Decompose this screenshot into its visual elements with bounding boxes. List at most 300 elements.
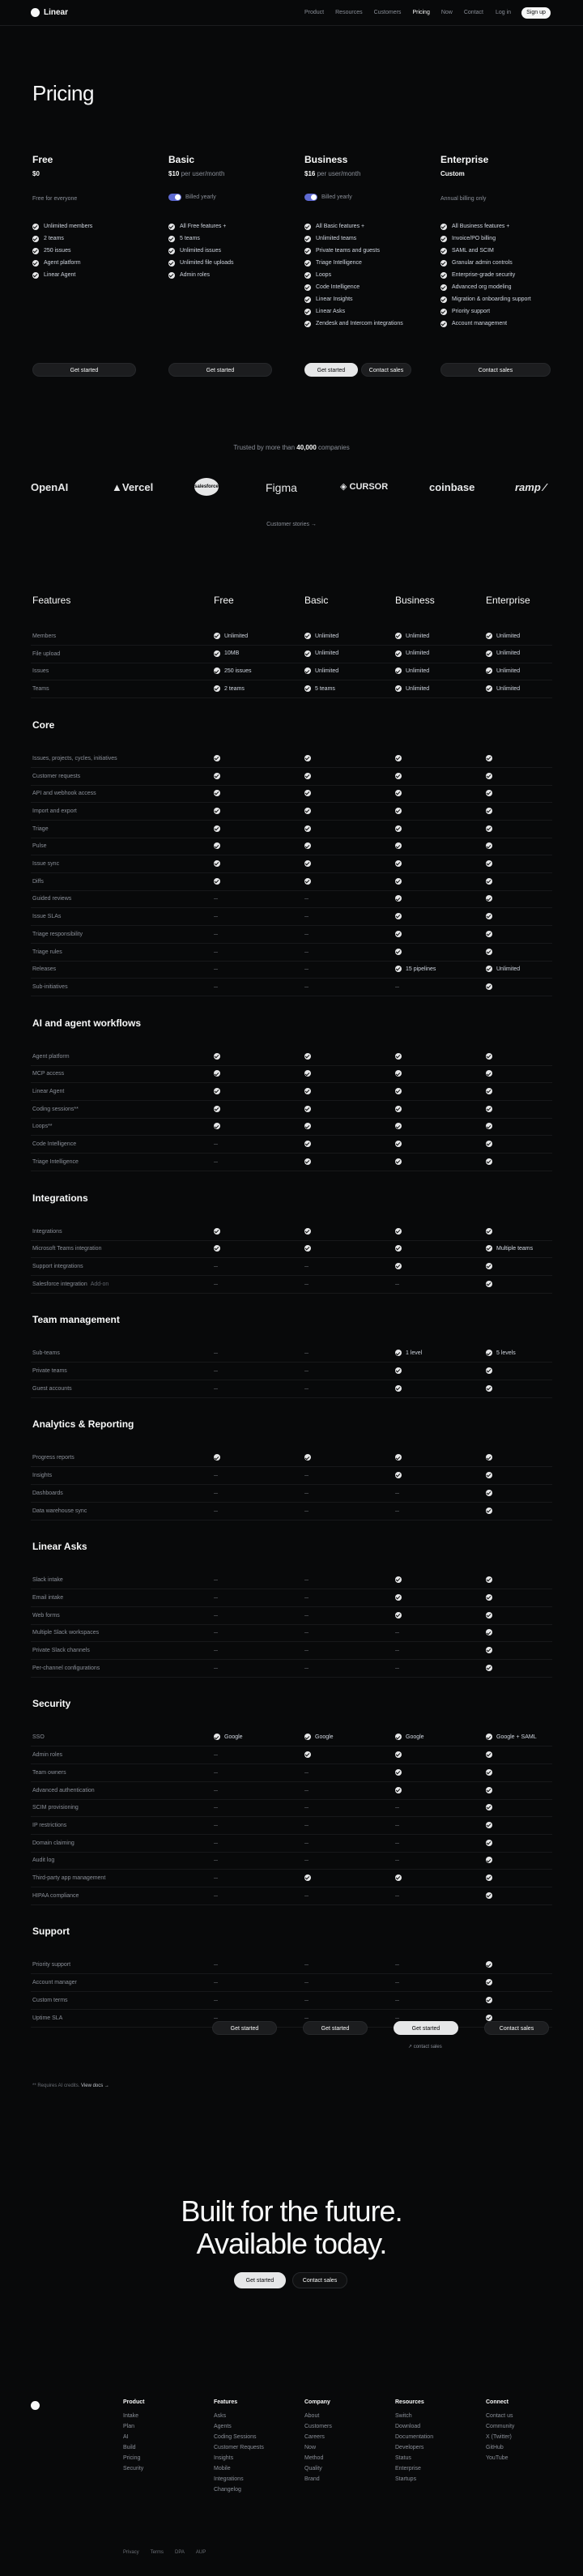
feature-label: Triage (32, 825, 49, 832)
included-cell (486, 1123, 492, 1129)
plan-card (304, 154, 418, 326)
check-icon (395, 1576, 402, 1583)
included-cell (486, 1629, 492, 1636)
dash-icon (214, 2000, 218, 2001)
dash-icon (304, 1964, 309, 1965)
footer-column (214, 2399, 264, 2497)
cta-get-started-button[interactable]: Get started (234, 2272, 286, 2288)
table-row (31, 1729, 552, 1746)
footer-link[interactable]: Insights (214, 2455, 234, 2461)
section-title: AI and agent workflows (32, 1017, 142, 1029)
cell-value: Unlimited (406, 633, 430, 639)
table-row (31, 680, 552, 698)
included-cell (486, 1840, 492, 1846)
table-get-started-button[interactable]: Get started (394, 2021, 458, 2035)
check-icon (486, 1350, 492, 1356)
footer-link[interactable]: Mobile (214, 2466, 231, 2472)
feature-label: Multiple Slack workspaces (32, 1630, 100, 1636)
feature-label: Custom terms (32, 1997, 68, 2003)
dash-icon (304, 934, 309, 935)
included-cell (395, 949, 402, 955)
check-icon (486, 1263, 492, 1269)
feature-label: Issues (32, 668, 49, 675)
dash-icon (214, 1825, 218, 1826)
feature-label: HIPAA compliance (32, 1892, 79, 1899)
brand-logo[interactable] (31, 8, 68, 17)
footer-column-title: Company (304, 2399, 330, 2405)
feature-label: Private Slack channels (32, 1648, 90, 1653)
dash-icon (214, 1266, 218, 1267)
section-title: Core (32, 719, 55, 731)
footer-link[interactable]: Now (304, 2445, 317, 2450)
footer-link[interactable]: Pricing (123, 2455, 141, 2461)
nav-link-resources[interactable]: Resources (335, 10, 363, 15)
plan-features (32, 220, 92, 281)
feature-label: Triage rules (32, 949, 62, 955)
check-icon (486, 1594, 492, 1601)
check-icon (214, 667, 220, 674)
check-icon (395, 1141, 402, 1147)
billing-toggle[interactable] (168, 194, 216, 201)
footer-link[interactable]: Brand (304, 2476, 320, 2482)
check-icon (214, 808, 220, 814)
included-cell (486, 1106, 492, 1112)
table-row (31, 1083, 552, 1101)
check-icon (304, 808, 311, 814)
included-cell (304, 1454, 311, 1461)
feature-label: MCP access (32, 1071, 65, 1077)
check-icon (304, 790, 311, 796)
business-contact-sales-link[interactable]: ↗ contact sales (408, 2045, 442, 2049)
check-icon (395, 1454, 402, 1461)
plan-feature: Triage Intelligence (304, 257, 403, 269)
check-icon (395, 773, 402, 779)
included-cell (304, 1053, 311, 1060)
check-icon (395, 1123, 402, 1129)
footer-link[interactable]: Build (123, 2445, 136, 2450)
check-icon (304, 224, 311, 230)
included-cell (214, 1228, 220, 1235)
included-cell (304, 1874, 311, 1881)
plan-feature: Private teams and guests (304, 245, 403, 257)
check-icon (440, 309, 447, 315)
dash-icon (214, 1511, 218, 1512)
footer-link[interactable]: Switch (395, 2413, 412, 2419)
check-icon (395, 931, 402, 937)
footer-link[interactable]: AI (123, 2434, 129, 2440)
plan-features (168, 220, 234, 281)
included-cell (486, 949, 492, 955)
included-cell (395, 1454, 402, 1461)
included-cell (395, 1088, 402, 1094)
included-cell (486, 860, 492, 867)
check-icon (486, 2015, 492, 2021)
footer-link[interactable]: Download (395, 2424, 421, 2429)
included-cell (214, 667, 251, 674)
included-cell (395, 895, 402, 902)
check-icon (395, 949, 402, 955)
check-icon (214, 633, 220, 639)
table-get-started-button[interactable]: Get started (212, 2021, 277, 2035)
check-icon (440, 224, 447, 230)
check-icon (395, 790, 402, 796)
feature-label: Advanced authentication (32, 1787, 95, 1793)
included-cell (395, 1158, 402, 1165)
check-icon (395, 1245, 402, 1252)
check-icon (395, 755, 402, 761)
check-icon (32, 236, 39, 242)
included-cell (304, 1070, 311, 1077)
table-row (31, 1887, 552, 1905)
cta-contact-sales-button[interactable]: Contact sales (292, 2272, 347, 2288)
footer-column-title: Connect (486, 2399, 509, 2405)
included-cell (214, 1106, 220, 1112)
plan-feature: Admin roles (168, 269, 234, 281)
check-icon (486, 878, 492, 885)
check-icon (395, 633, 402, 639)
check-icon (304, 1454, 311, 1461)
check-icon (304, 633, 311, 639)
included-cell (214, 1070, 220, 1077)
trusted-prefix: Trusted by more than (233, 444, 296, 451)
dash-icon (304, 1668, 309, 1669)
feature-label: Third-party app management (32, 1875, 106, 1881)
included-cell (486, 755, 492, 761)
cta-heading (0, 2195, 583, 2260)
check-icon (486, 1053, 492, 1060)
footer-logo-icon[interactable] (31, 2401, 40, 2410)
cell-value: Unlimited (406, 667, 430, 674)
table-row (31, 785, 552, 803)
dash-icon (304, 916, 309, 917)
check-icon (304, 321, 311, 327)
logo-cursor: ◈ CURSOR (340, 482, 389, 492)
footer-link[interactable]: About (304, 2413, 320, 2419)
included-cell (486, 983, 492, 990)
included-cell (214, 1123, 220, 1129)
check-icon (486, 808, 492, 814)
feature-label: Uptime SLA (32, 2015, 63, 2021)
cell-value: Unlimited (496, 667, 521, 674)
dash-icon (304, 1790, 309, 1791)
table-row (31, 1380, 552, 1398)
dash-icon (214, 934, 218, 935)
cell-value: Unlimited (315, 650, 339, 657)
check-icon (395, 1053, 402, 1060)
footer-link[interactable]: Asks (214, 2413, 227, 2419)
view-docs-link[interactable]: View docs → (81, 2083, 109, 2088)
plan-feature: SAML and SCIM (440, 245, 531, 257)
footer-column (395, 2399, 433, 2487)
nav-link-customers[interactable]: Customers (373, 10, 402, 15)
check-icon (395, 1106, 402, 1112)
business-contact-sales-button[interactable]: Contact sales (361, 363, 411, 377)
included-cell (486, 1508, 492, 1514)
check-icon (214, 1053, 220, 1060)
included-cell (486, 1263, 492, 1269)
included-cell (486, 1228, 492, 1235)
legal-link[interactable]: Terms (150, 2550, 164, 2555)
dash-icon (304, 1860, 309, 1861)
dash-icon (304, 2000, 309, 2001)
included-cell (486, 1454, 492, 1461)
table-row (31, 1065, 552, 1083)
plan-name: Basic (168, 154, 195, 165)
check-icon (440, 296, 447, 303)
check-icon (395, 808, 402, 814)
section-title: Linear Asks (32, 1541, 87, 1553)
table-row (31, 2010, 552, 2028)
check-icon (486, 825, 492, 832)
dash-icon (214, 1632, 218, 1633)
included-cell (395, 1787, 402, 1793)
check-icon (304, 825, 311, 832)
basic-get-started-button[interactable]: Get started (168, 363, 272, 377)
footer-link[interactable]: Status (395, 2455, 411, 2461)
plan-feature: Code Intelligence (304, 281, 403, 293)
footer-link[interactable]: X (Twitter) (486, 2434, 512, 2440)
check-icon (486, 1804, 492, 1810)
legal-link[interactable]: AUP (195, 2550, 206, 2555)
table-row (31, 1154, 552, 1171)
dash-icon (214, 1388, 218, 1389)
check-icon (440, 321, 447, 327)
plan-feature: Migration & onboarding support (440, 293, 531, 305)
included-cell (395, 1106, 402, 1112)
check-icon (395, 1385, 402, 1392)
footer-link[interactable]: Community (486, 2424, 515, 2429)
included-cell (395, 1769, 402, 1776)
check-icon (486, 1088, 492, 1094)
included-cell (486, 685, 520, 692)
included-cell (214, 825, 220, 832)
check-icon (395, 685, 402, 692)
cell-value: Unlimited (496, 650, 521, 657)
check-icon (486, 650, 492, 657)
signup-button[interactable]: Sign up (521, 7, 551, 19)
check-icon (486, 1751, 492, 1758)
included-cell (214, 808, 220, 814)
table-row (31, 1485, 552, 1503)
included-cell (486, 1350, 516, 1356)
check-icon (304, 1053, 311, 1060)
trusted-by-text (0, 444, 583, 451)
cell-value: Google (315, 1734, 334, 1740)
table-row (31, 803, 552, 821)
dash-icon (214, 1650, 218, 1651)
table-contact-sales-button[interactable]: Contact sales (484, 2021, 549, 2035)
plan-feature: All Business features + (440, 220, 531, 232)
footer-link[interactable]: Customer Requests (214, 2445, 264, 2450)
table-row (31, 1118, 552, 1136)
included-cell (214, 1245, 220, 1252)
section-title: Support (32, 1926, 70, 1938)
table-get-started-button[interactable]: Get started (303, 2021, 368, 2035)
login-link[interactable]: Log in (496, 10, 512, 15)
free-get-started-button[interactable]: Get started (32, 363, 136, 377)
feature-label: Salesforce integration Add-on (32, 1281, 109, 1287)
footer-link[interactable]: Contact us (486, 2413, 513, 2419)
footer-link[interactable]: Coding Sessions (214, 2434, 257, 2440)
plan-features (304, 220, 403, 330)
check-icon (168, 224, 175, 230)
footer-link[interactable]: Documentation (395, 2434, 434, 2440)
check-icon (214, 773, 220, 779)
included-cell (304, 1123, 311, 1129)
check-icon (486, 667, 492, 674)
customer-stories-link[interactable]: Customer stories → (266, 522, 317, 527)
included-cell (395, 1070, 402, 1077)
plan-name: Enterprise (440, 154, 489, 165)
dash-icon (304, 1493, 309, 1494)
nav-link-contact[interactable]: Contact (463, 10, 483, 15)
included-cell (486, 1053, 492, 1060)
footer-link[interactable]: Enterprise (395, 2466, 421, 2472)
included-cell (486, 1857, 492, 1863)
feature-label: Code Intelligence (32, 1141, 77, 1148)
enterprise-contact-sales-button[interactable]: Contact sales (440, 363, 551, 377)
footer-link[interactable]: Plan (123, 2424, 135, 2429)
feature-label: IP restrictions (32, 1822, 67, 1828)
check-icon (486, 913, 492, 919)
check-icon (486, 842, 492, 849)
check-icon (486, 931, 492, 937)
included-cell (214, 1053, 220, 1060)
check-icon (214, 1088, 220, 1094)
cell-value: Google (406, 1734, 424, 1740)
table-header-basic: Basic (304, 595, 329, 606)
check-icon (395, 1088, 402, 1094)
legal-link[interactable]: DPA (175, 2550, 185, 2555)
plan-price: $0 (32, 170, 40, 177)
billing-toggle[interactable] (304, 194, 352, 201)
dash-icon (214, 969, 218, 970)
footer-column (486, 2399, 514, 2466)
included-cell (395, 1263, 402, 1269)
dash-icon (214, 1668, 218, 1669)
check-icon (304, 1106, 311, 1112)
check-icon (486, 860, 492, 867)
check-icon (395, 860, 402, 867)
table-row (31, 1503, 552, 1520)
section-title: Team management (32, 1314, 120, 1326)
check-icon (486, 633, 492, 639)
check-icon (486, 1490, 492, 1496)
legal-link[interactable]: Privacy (123, 2550, 139, 2555)
footer-link[interactable]: Security (123, 2466, 144, 2472)
plan-feature: Advanced org modeling (440, 281, 531, 293)
cta-line-1: Built for the future. (181, 2194, 402, 2228)
plan-feature: All Basic features + (304, 220, 403, 232)
check-icon (304, 1158, 311, 1165)
feature-label: Triage Intelligence (32, 1158, 79, 1165)
included-cell (304, 1228, 311, 1235)
included-cell (304, 1734, 334, 1740)
business-get-started-button[interactable]: Get started (304, 363, 358, 377)
footer-link[interactable]: Startups (395, 2476, 417, 2482)
toggle-switch[interactable] (168, 194, 181, 201)
check-icon (486, 1840, 492, 1846)
dash-icon (304, 898, 309, 899)
check-icon (304, 878, 311, 885)
check-icon (486, 1106, 492, 1112)
footer-link[interactable]: Quality (304, 2466, 322, 2472)
check-icon (486, 1123, 492, 1129)
check-icon (486, 1158, 492, 1165)
footer-link[interactable]: Integrations (214, 2476, 244, 2482)
included-cell (486, 1961, 492, 1968)
nav-link-product[interactable]: Product (304, 10, 325, 15)
check-icon (440, 248, 447, 254)
check-icon (214, 1454, 220, 1461)
feature-label: Support integrations (32, 1263, 83, 1269)
included-cell (395, 1228, 402, 1235)
dash-icon (395, 1807, 399, 1808)
included-cell (486, 931, 492, 937)
table-row (31, 1363, 552, 1380)
plan-card (32, 154, 146, 278)
trusted-suffix: companies (318, 444, 350, 451)
footer-column (304, 2399, 332, 2487)
footer-link[interactable]: Developers (395, 2445, 424, 2450)
feature-label: Admin roles (32, 1752, 62, 1759)
check-icon (304, 1245, 311, 1252)
dash-icon (214, 952, 218, 953)
plan-feature: Invoice/PO billing (440, 232, 531, 245)
dash-icon (214, 898, 218, 899)
toggle-switch[interactable] (304, 194, 317, 201)
feature-label: Members (32, 633, 57, 639)
included-cell (304, 1141, 311, 1147)
nav-link-now[interactable]: Now (440, 10, 453, 15)
logo-openai: OpenAI (31, 481, 69, 493)
check-icon (395, 667, 402, 674)
feature-label: Issues, projects, cycles, initiatives (32, 755, 117, 761)
check-icon (304, 860, 311, 867)
plan-feature: Linear Asks (304, 305, 403, 318)
check-icon (304, 650, 311, 657)
dash-icon (395, 1860, 399, 1861)
dash-icon (395, 1843, 399, 1844)
footer-column-title: Features (214, 2399, 238, 2405)
cell-value: Unlimited (315, 667, 339, 674)
check-icon (214, 685, 220, 692)
footer-link[interactable]: YouTube (486, 2455, 509, 2461)
plan-feature: Priority support (440, 305, 531, 318)
included-cell (395, 1576, 402, 1583)
nav-link-pricing[interactable]: Pricing (412, 10, 430, 15)
footer-link[interactable]: Method (304, 2455, 324, 2461)
table-row (31, 768, 552, 786)
check-icon (395, 842, 402, 849)
footer-link[interactable]: Careers (304, 2434, 325, 2440)
included-cell (486, 1385, 492, 1392)
table-row (31, 663, 552, 680)
footer-link[interactable]: Agents (214, 2424, 232, 2429)
feature-label: Diffs (32, 878, 44, 885)
footer-link[interactable]: Customers (304, 2424, 332, 2429)
included-cell (486, 1490, 492, 1496)
feature-label: Priority support (32, 1962, 71, 1968)
footer-link[interactable]: GitHub (486, 2445, 504, 2450)
check-icon (486, 1979, 492, 1985)
footer-link[interactable]: Intake (123, 2413, 139, 2419)
dash-icon (214, 1284, 218, 1285)
check-icon (486, 1070, 492, 1077)
table-row (31, 873, 552, 891)
footer-link[interactable]: Changelog (214, 2487, 241, 2493)
included-cell (304, 1751, 311, 1758)
